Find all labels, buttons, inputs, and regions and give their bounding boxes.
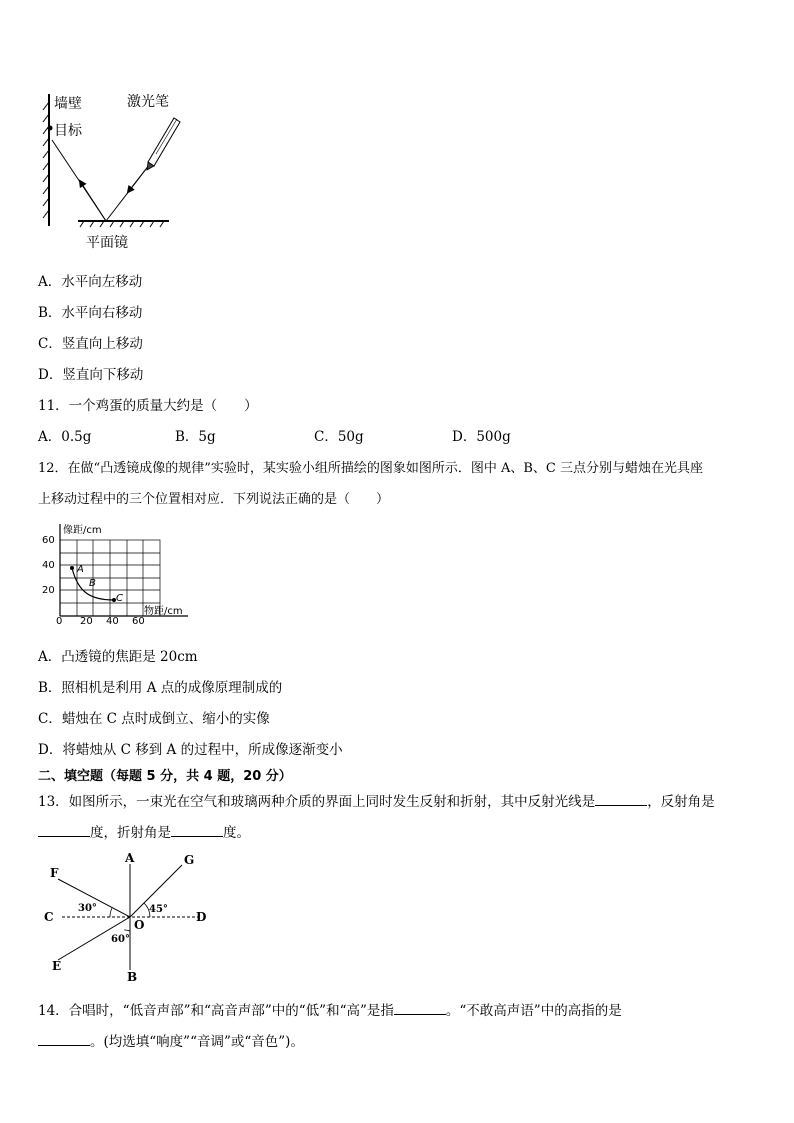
xtick-40: 40 xyxy=(106,616,119,627)
point-b-label: B xyxy=(89,578,96,589)
ytick-60: 60 xyxy=(42,535,55,546)
target-label: 目标 xyxy=(54,123,82,139)
q10-option-a: A．水平向左移动 xyxy=(38,274,143,290)
label-d: D xyxy=(196,910,207,924)
q14-line2 xyxy=(38,1030,304,1050)
point-c-label: C xyxy=(116,593,123,604)
q13-line1 xyxy=(38,790,715,810)
point-a xyxy=(70,566,74,570)
laser-label: 激光笔 xyxy=(127,94,169,110)
xtick-60: 60 xyxy=(132,616,145,627)
q12-stem-line2: 上移动过程中的三个位置相对应．下列说法正确的是（ ） xyxy=(38,492,390,507)
q14-line1 xyxy=(38,999,622,1019)
label-o: O xyxy=(134,918,145,932)
label-f: F xyxy=(50,866,59,880)
q11-option-c: C．50g xyxy=(314,429,364,445)
q10-option-c: C．竖直向上移动 xyxy=(38,336,143,352)
label-e: E xyxy=(52,959,62,973)
q13-line2 xyxy=(38,821,250,841)
point-a-label: A xyxy=(77,564,84,575)
q14-blank2[interactable] xyxy=(38,1033,90,1046)
laser-pen-icon xyxy=(147,118,180,170)
q11-option-a: A．0.5g xyxy=(38,429,92,445)
mirror-label: 平面镜 xyxy=(86,235,128,251)
ytick-40: 40 xyxy=(42,560,55,571)
label-c: C xyxy=(44,910,54,924)
ytick-20: 20 xyxy=(42,585,55,596)
wall-label: 墙壁 xyxy=(54,96,82,112)
q12-option-a: A．凸透镜的焦距是 20cm xyxy=(38,649,198,665)
q13-part1: 13．如图所示，一束光在空气和玻璃两种介质的界面上同时发生反射和折射，其中反射光线是 xyxy=(38,794,596,810)
q13-blank2[interactable] xyxy=(38,824,90,837)
q12-option-d: D．将蜡烛从 C 移到 A 的过程中，所成像逐渐变小 xyxy=(38,742,343,758)
q10-option-d: D．竖直向下移动 xyxy=(38,367,144,383)
label-b: B xyxy=(127,970,138,984)
angle-30: 30° xyxy=(78,903,97,914)
q12-option-c: C．蜡烛在 C 点时成倒立、缩小的实像 xyxy=(38,711,270,727)
graph-xlabel: 物距/cm xyxy=(144,606,183,617)
q13-part4: 度。 xyxy=(223,825,250,841)
xtick-20: 20 xyxy=(80,616,93,627)
q14-part3: 。(均选填“响度”“音调”或“音色”)。 xyxy=(90,1034,304,1050)
q13-blank1[interactable] xyxy=(595,793,647,806)
q14-part2: 。“不敢高声语”中的高指的是 xyxy=(445,1003,622,1019)
q14-part1: 14．合唱时，“低音声部”和“高音声部”中的“低”和“高”是指 xyxy=(38,1003,394,1019)
q10-option-b: B．水平向右移动 xyxy=(38,305,143,321)
xtick-0: 0 xyxy=(56,616,63,627)
q11-option-d: D．500g xyxy=(452,429,511,445)
target-dot xyxy=(48,126,53,131)
angle-45: 45° xyxy=(149,904,168,915)
q13-part2: ，反射角是 xyxy=(647,794,715,810)
graph-ylabel: 像距/cm xyxy=(63,525,102,536)
q12-option-b: B．照相机是利用 A 点的成像原理制成的 xyxy=(38,680,283,696)
q11-option-b: B．5g xyxy=(175,429,216,445)
q11-stem: 11．一个鸡蛋的质量大约是（ ） xyxy=(38,398,258,414)
q12-stem-line1: 12．在做“凸透镜成像的规律”实验时，某实验小组所描绘的图象如图所示．图中 A、B、C 三点分别与蜡烛在光具座 xyxy=(38,461,703,476)
label-g: G xyxy=(184,853,195,867)
section2-title: 二、填空题（每题 5 分，共 4 题，20 分） xyxy=(38,769,292,784)
label-a: A xyxy=(125,851,135,865)
angle-60: 60° xyxy=(111,934,130,945)
q13-blank3[interactable] xyxy=(171,824,223,837)
q14-blank1[interactable] xyxy=(394,1002,446,1015)
q13-part3: 度，折射角是 xyxy=(90,825,171,841)
